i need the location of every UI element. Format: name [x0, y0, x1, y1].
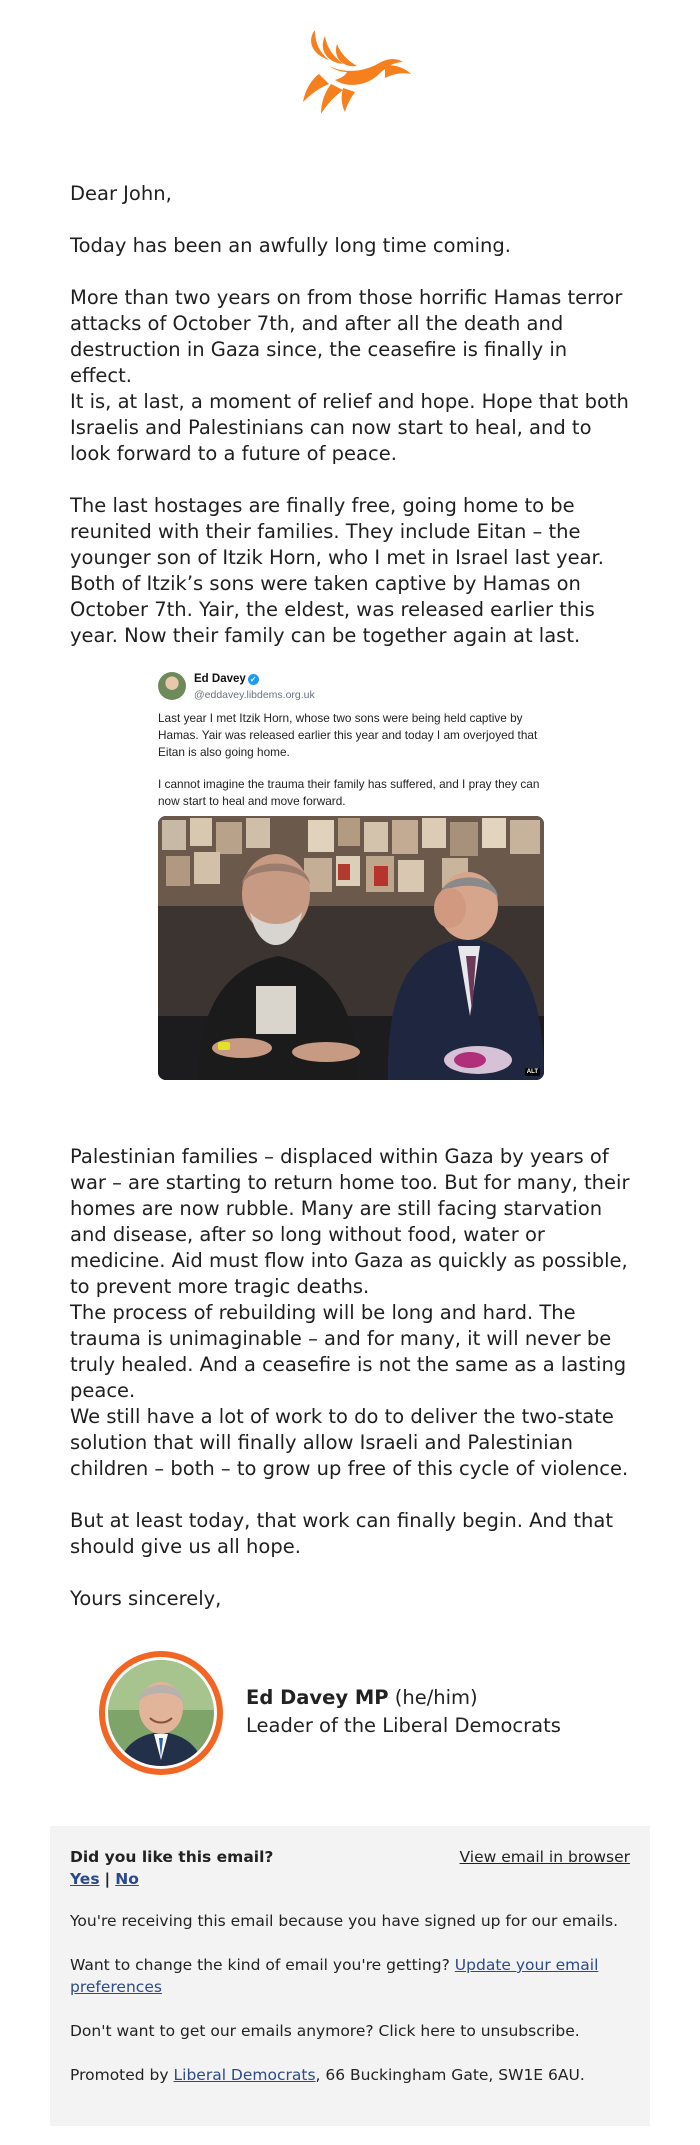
author-handle: @eddavey.libdems.org.uk	[194, 689, 315, 701]
view-in-browser-link[interactable]: View email in browser	[459, 1848, 630, 1866]
post-text: I cannot imagine the trauma their family has suffered, and I pray they can now start to heal and move forward.	[158, 777, 540, 808]
author-avatar	[158, 672, 186, 700]
letter-paragraph: It is, at last, a moment of relief and hope. Hope that both Israelis and Palestinians can now start to heal, and to look forward to a future of peace.	[70, 389, 629, 465]
liberal-democrats-link[interactable]: Liberal Democrats	[173, 2066, 316, 2084]
sign-off: Yours sincerely,	[70, 1586, 222, 1610]
email-footer	[50, 1826, 650, 2126]
signup-notice: You're receiving this email because you have signed up for our emails.	[70, 1912, 619, 1930]
greeting: Dear John,	[70, 181, 172, 205]
letter-paragraph: Palestinian families – displaced within Gaza by years of war – are starting to return home too. But for many, their homes are now rubble. Many are still facing starvation and disease, after so long without food, water or medicine. Aid must flow into Gaza as quickly as possible, to prevent more tragic deaths.	[70, 1144, 630, 1298]
feedback-vote	[70, 1868, 139, 1890]
feedback-separator: |	[104, 1870, 111, 1888]
letter-paragraph: The process of rebuilding will be long and hard. The trauma is unimaginable – and for many, it will never be truly healed. And a ceasefire is not the same as a lasting peace.	[70, 1300, 627, 1402]
post-text: Last year I met Itzik Horn, whose two sons were being held captive by Hamas. Yair was released earlier this year and today I am overjoyed that Eitan is also going home.	[158, 711, 538, 759]
signatory-role: Leader of the Liberal Democrats	[246, 1714, 561, 1737]
letter-paragraph: We still have a lot of work to do to deliver the two-state solution that will finally allow Israeli and Palestinian children – both – to grow up free of this cycle of violence.	[70, 1404, 629, 1480]
signatory-name: Ed Davey MP (he/him)	[246, 1686, 478, 1709]
alt-text-badge[interactable]: ALT	[526, 1069, 538, 1075]
verified-badge-icon: ✓	[248, 674, 259, 685]
letter-paragraph: More than two years on from those horrific Hamas terror attacks of October 7th, and after all the death and destruction in Gaza since, the ceasefire is finally in effect.	[70, 285, 623, 387]
feedback-question: Did you like this email?	[70, 1848, 274, 1866]
letter-paragraph: The last hostages are finally free, going home to be reunited with their families. They include Eitan – the younger son of Itzik Horn, who I met in Israel last year. Both of Itzik’s sons were taken captive by Hamas on October 7th. Yair, the eldest, was released earlier this year. Now their family can be together again at last.	[70, 493, 604, 647]
photo-illustration	[158, 816, 544, 1080]
post-photo[interactable]	[158, 816, 544, 1080]
letter-paragraph: Today has been an awfully long time coming.	[70, 233, 511, 257]
feedback-no-link[interactable]: No	[115, 1870, 139, 1888]
preferences-notice: Want to change the kind of email you're getting? Update your email preferences	[70, 1956, 599, 1996]
author-name: Ed Davey ✓	[194, 673, 259, 685]
feedback-yes-link[interactable]: Yes	[70, 1870, 100, 1888]
liberal-democrats-bird-icon	[285, 22, 415, 122]
update-preferences-link[interactable]: Update your email preferences	[70, 1956, 599, 1996]
letter-paragraph: But at least today, that work can finally begin. And that should give us all hope.	[70, 1508, 613, 1558]
signatory-avatar	[98, 1650, 224, 1776]
promoted-by-notice: Promoted by Liberal Democrats, 66 Buckingham Gate, SW1E 6AU.	[70, 2066, 585, 2084]
embedded-social-post[interactable]	[158, 668, 546, 1080]
unsubscribe-notice[interactable]: Don't want to get our emails anymore? Click here to unsubscribe.	[70, 2022, 580, 2040]
